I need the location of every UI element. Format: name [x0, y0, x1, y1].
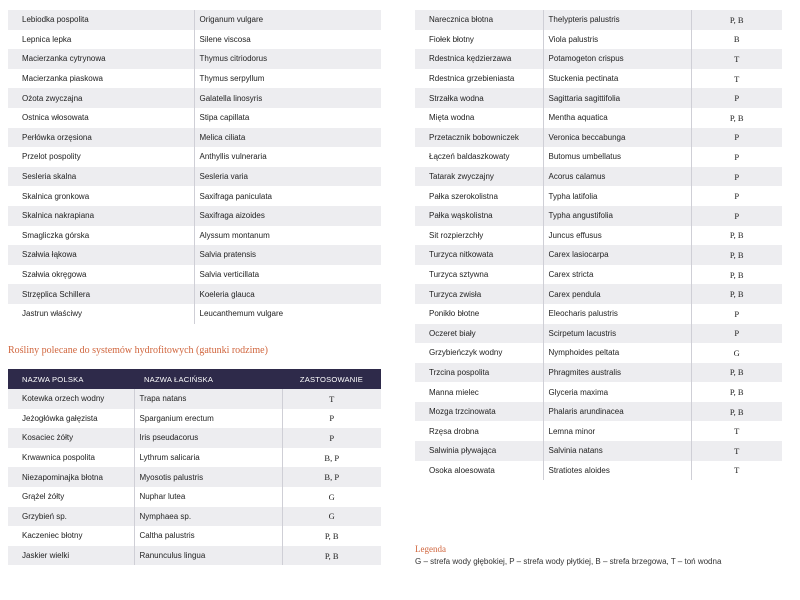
table-row [8, 526, 381, 546]
polish-name-cell: Jaskier wielki [8, 546, 134, 566]
latin-name-cell: Sesleria varia [194, 167, 381, 187]
latin-name-cell: Juncus effusus [543, 226, 691, 246]
polish-name-cell: Perłówka orzęsiona [8, 128, 194, 148]
table-row [415, 324, 782, 344]
section-title: Rośliny polecane do systemów hydrofitowych (gatunki rodzime) [8, 345, 268, 356]
polish-name-cell: Narecznica błotna [415, 10, 543, 30]
latin-name-cell: Galatella linosyris [194, 88, 381, 108]
latin-name-cell: Iris pseudacorus [134, 428, 282, 448]
latin-name-cell: Potamogeton crispus [543, 49, 691, 69]
latin-name-cell: Saxifraga aizoides [194, 206, 381, 226]
latin-name-cell: Stratiotes aloides [543, 461, 691, 481]
latin-name-cell: Koeleria glauca [194, 284, 381, 304]
table-row [8, 226, 381, 246]
usage-cell: P, B [691, 284, 782, 304]
upper-plant-table [8, 10, 381, 324]
table-row [415, 206, 782, 226]
header-polish-name: NAZWA POLSKA [8, 369, 134, 389]
polish-name-cell: Lepnica lepka [8, 30, 194, 50]
polish-name-cell: Ostnica włosowata [8, 108, 194, 128]
usage-cell: P, B [282, 546, 381, 566]
usage-cell: G [691, 343, 782, 363]
usage-cell: P [691, 324, 782, 344]
header-latin-name: NAZWA ŁACIŃSKA [134, 369, 282, 389]
table-row [8, 487, 381, 507]
usage-cell: T [691, 421, 782, 441]
latin-name-cell: Melica ciliata [194, 128, 381, 148]
polish-name-cell: Strzęplica Schillera [8, 284, 194, 304]
polish-name-cell: Kaczeniec błotny [8, 526, 134, 546]
table-row [8, 389, 381, 409]
latin-name-cell: Acorus calamus [543, 167, 691, 187]
latin-name-cell: Caltha palustris [134, 526, 282, 546]
table-row [8, 284, 381, 304]
polish-name-cell: Ożota zwyczajna [8, 88, 194, 108]
polish-name-cell: Turzyca sztywna [415, 265, 543, 285]
usage-cell: P, B [691, 10, 782, 30]
usage-cell: P [691, 167, 782, 187]
table-row [8, 304, 381, 324]
polish-name-cell: Przetacznik bobowniczek [415, 128, 543, 148]
polish-name-cell: Krwawnica pospolita [8, 448, 134, 468]
hydrophyte-table [8, 369, 381, 565]
latin-name-cell: Veronica beccabunga [543, 128, 691, 148]
latin-name-cell: Alyssum montanum [194, 226, 381, 246]
latin-name-cell: Stuckenia pectinata [543, 69, 691, 89]
latin-name-cell: Nymphaea sp. [134, 507, 282, 527]
usage-cell: P, B [282, 526, 381, 546]
polish-name-cell: Salwinia pływająca [415, 441, 543, 461]
table-row [415, 147, 782, 167]
latin-name-cell: Sagittaria sagittifolia [543, 88, 691, 108]
usage-cell: P, B [691, 226, 782, 246]
table-row [8, 147, 381, 167]
header-usage: ZASTOSOWANIE [282, 369, 381, 389]
polish-name-cell: Grzybieńczyk wodny [415, 343, 543, 363]
table-row [415, 402, 782, 422]
latin-name-cell: Butomus umbellatus [543, 147, 691, 167]
table-row [415, 461, 782, 481]
polish-name-cell: Przelot pospolity [8, 147, 194, 167]
table-row [415, 421, 782, 441]
latin-name-cell: Scirpetum lacustris [543, 324, 691, 344]
polish-name-cell: Sesleria skalna [8, 167, 194, 187]
polish-name-cell: Jastrun właściwy [8, 304, 194, 324]
latin-name-cell: Carex stricta [543, 265, 691, 285]
table-row [415, 363, 782, 383]
table-row [415, 128, 782, 148]
table-row [415, 108, 782, 128]
polish-name-cell: Sit rozpierzchły [415, 226, 543, 246]
polish-name-cell: Turzyca zwisła [415, 284, 543, 304]
latin-name-cell: Nuphar lutea [134, 487, 282, 507]
usage-cell: P, B [691, 402, 782, 422]
usage-cell: T [691, 441, 782, 461]
usage-cell: P, B [691, 382, 782, 402]
usage-cell: P [691, 206, 782, 226]
polish-name-cell: Lebiodka pospolita [8, 10, 194, 30]
table-row [8, 546, 381, 566]
usage-cell: P [691, 147, 782, 167]
latin-name-cell: Typha angustifolia [543, 206, 691, 226]
polish-name-cell: Skalnica nakrapiana [8, 206, 194, 226]
polish-name-cell: Strzałka wodna [415, 88, 543, 108]
polish-name-cell: Skalnica gronkowa [8, 186, 194, 206]
usage-cell: T [282, 389, 381, 409]
table-row [415, 226, 782, 246]
table-row [415, 245, 782, 265]
table-row [8, 186, 381, 206]
polish-name-cell: Ponikło błotne [415, 304, 543, 324]
polish-name-cell: Rdestnica kędzierzawa [415, 49, 543, 69]
table-row [415, 88, 782, 108]
usage-cell: P, B [691, 265, 782, 285]
latin-name-cell: Salvinia natans [543, 441, 691, 461]
table-row [8, 265, 381, 285]
usage-cell: P [282, 409, 381, 429]
table-row [8, 409, 381, 429]
table-row [415, 265, 782, 285]
polish-name-cell: Mozga trzcinowata [415, 402, 543, 422]
polish-name-cell: Pałka szerokolistna [415, 186, 543, 206]
table-row [8, 448, 381, 468]
latin-name-cell: Stipa capillata [194, 108, 381, 128]
table-row [415, 304, 782, 324]
table-row [415, 343, 782, 363]
latin-name-cell: Anthyllis vulneraria [194, 147, 381, 167]
table-row [8, 49, 381, 69]
polish-name-cell: Macierzanka cytrynowa [8, 49, 194, 69]
polish-name-cell: Trzcina pospolita [415, 363, 543, 383]
latin-name-cell: Origanum vulgare [194, 10, 381, 30]
latin-name-cell: Phalaris arundinacea [543, 402, 691, 422]
latin-name-cell: Thymus serpyllum [194, 69, 381, 89]
usage-cell: T [691, 49, 782, 69]
polish-name-cell: Szałwia okręgowa [8, 265, 194, 285]
polish-name-cell: Grążel żółty [8, 487, 134, 507]
table-row [415, 10, 782, 30]
polish-name-cell: Tatarak zwyczajny [415, 167, 543, 187]
table-row [415, 441, 782, 461]
table-row [8, 10, 381, 30]
latin-name-cell: Eleocharis palustris [543, 304, 691, 324]
table-row [415, 382, 782, 402]
polish-name-cell: Rzęsa drobna [415, 421, 543, 441]
table-row [415, 167, 782, 187]
polish-name-cell: Szałwia łąkowa [8, 245, 194, 265]
latin-name-cell: Nymphoides peltata [543, 343, 691, 363]
table-row [8, 167, 381, 187]
table-row [415, 186, 782, 206]
latin-name-cell: Sparganium erectum [134, 409, 282, 429]
polish-name-cell: Smagliczka górska [8, 226, 194, 246]
polish-name-cell: Kosaciec żółty [8, 428, 134, 448]
latin-name-cell: Typha latifolia [543, 186, 691, 206]
usage-cell: B, P [282, 448, 381, 468]
table-row [8, 206, 381, 226]
polish-name-cell: Oczeret biały [415, 324, 543, 344]
latin-name-cell: Lythrum salicaria [134, 448, 282, 468]
polish-name-cell: Osoka aloesowata [415, 461, 543, 481]
latin-name-cell: Thymus citriodorus [194, 49, 381, 69]
table-row [8, 467, 381, 487]
usage-cell: T [691, 461, 782, 481]
usage-cell: P, B [691, 363, 782, 383]
polish-name-cell: Grzybień sp. [8, 507, 134, 527]
usage-cell: P [691, 304, 782, 324]
table-row [8, 428, 381, 448]
polish-name-cell: Rdestnica grzebieniasta [415, 69, 543, 89]
table-row [8, 30, 381, 50]
latin-name-cell: Lemna minor [543, 421, 691, 441]
latin-name-cell: Viola palustris [543, 30, 691, 50]
table-row [8, 69, 381, 89]
usage-cell: P, B [691, 245, 782, 265]
polish-name-cell: Niezapominajka błotna [8, 467, 134, 487]
usage-cell: P [282, 428, 381, 448]
latin-name-cell: Glyceria maxima [543, 382, 691, 402]
latin-name-cell: Myosotis palustris [134, 467, 282, 487]
latin-name-cell: Carex pendula [543, 284, 691, 304]
latin-name-cell: Ranunculus lingua [134, 546, 282, 566]
latin-name-cell: Thelypteris palustris [543, 10, 691, 30]
usage-cell: G [282, 487, 381, 507]
legend-text: G – strefa wody głębokiej, P – strefa wody płytkiej, B – strefa brzegowa, T – toń wodna [415, 557, 722, 566]
usage-cell: P [691, 88, 782, 108]
usage-cell: P, B [691, 108, 782, 128]
latin-name-cell: Salvia pratensis [194, 245, 381, 265]
polish-name-cell: Mięta wodna [415, 108, 543, 128]
polish-name-cell: Łączeń baldaszkowaty [415, 147, 543, 167]
usage-cell: P [691, 186, 782, 206]
polish-name-cell: Fiołek błotny [415, 30, 543, 50]
right-plant-table [415, 10, 782, 480]
table-row [8, 88, 381, 108]
polish-name-cell: Manna mielec [415, 382, 543, 402]
table-row [8, 128, 381, 148]
table-row [8, 245, 381, 265]
legend-title: Legenda [415, 544, 446, 554]
latin-name-cell: Leucanthemum vulgare [194, 304, 381, 324]
table-row [415, 49, 782, 69]
usage-cell: G [282, 507, 381, 527]
polish-name-cell: Pałka wąskolistna [415, 206, 543, 226]
usage-cell: B [691, 30, 782, 50]
latin-name-cell: Trapa natans [134, 389, 282, 409]
polish-name-cell: Jeżogłówka gałęzista [8, 409, 134, 429]
latin-name-cell: Carex lasiocarpa [543, 245, 691, 265]
table-row [415, 69, 782, 89]
latin-name-cell: Saxifraga paniculata [194, 186, 381, 206]
table-header-row [8, 369, 381, 389]
latin-name-cell: Mentha aquatica [543, 108, 691, 128]
table-row [415, 30, 782, 50]
usage-cell: B, P [282, 467, 381, 487]
usage-cell: T [691, 69, 782, 89]
polish-name-cell: Turzyca nitkowata [415, 245, 543, 265]
usage-cell: P [691, 128, 782, 148]
latin-name-cell: Phragmites australis [543, 363, 691, 383]
table-row [8, 507, 381, 527]
polish-name-cell: Kotewka orzech wodny [8, 389, 134, 409]
polish-name-cell: Macierzanka piaskowa [8, 69, 194, 89]
table-row [415, 284, 782, 304]
latin-name-cell: Salvia verticillata [194, 265, 381, 285]
latin-name-cell: Silene viscosa [194, 30, 381, 50]
table-row [8, 108, 381, 128]
